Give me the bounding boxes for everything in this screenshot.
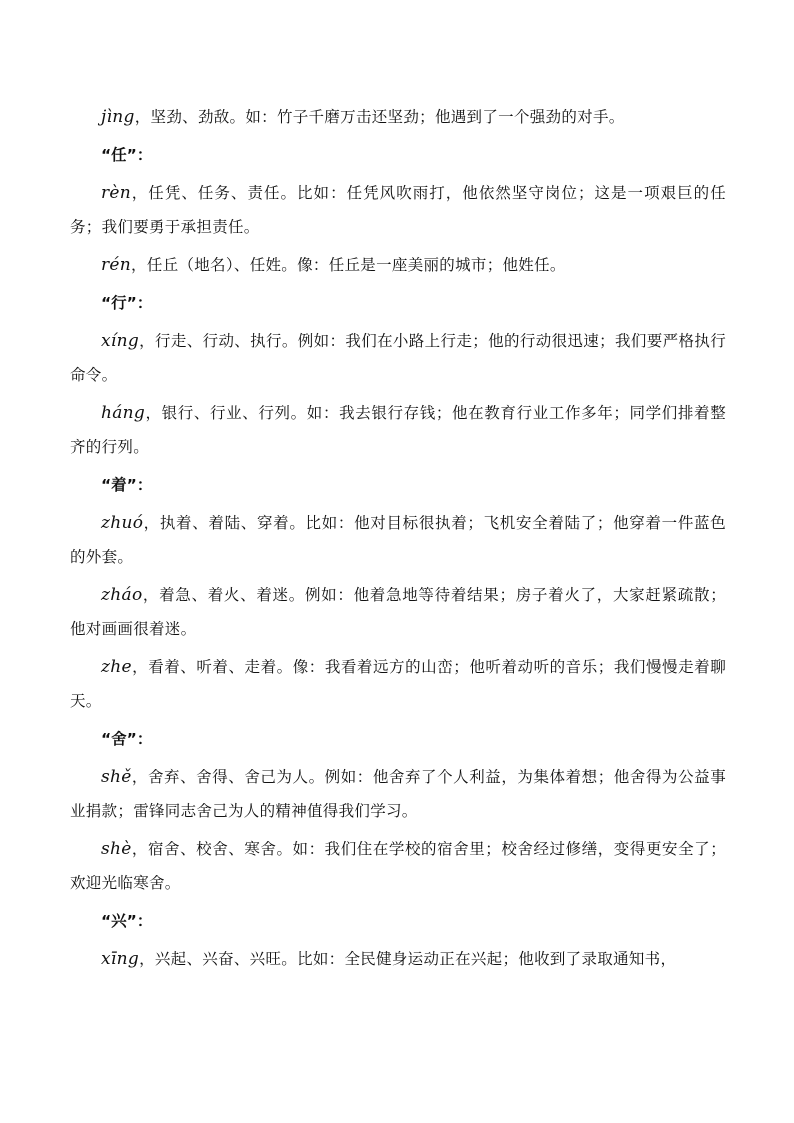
pinyin: xīng — [101, 949, 140, 969]
pinyin: shè — [101, 839, 132, 859]
entry-text: ，舍弃、舍得、舍己为人。例如：他舍弃了个人利益，为集体着想；他舍得为公益事业捐款；雷锋同志舍己为人的精神值得我们学习。 — [70, 768, 726, 820]
pinyin: rén — [101, 255, 132, 275]
pinyin: shě — [101, 767, 132, 787]
entry-text: ，着急、着火、着迷。例如：他着急地等待着结果；房子着火了，大家赶紧疏散；他对画画很着迷。 — [70, 586, 726, 638]
entry-text: ，宿舍、校舍、寒舍。如：我们住在学校的宿舍里；校舍经过修缮，变得更安全了；欢迎光临寒舍。 — [70, 840, 726, 892]
entry-zhe — [70, 650, 726, 718]
entry-she-3 — [70, 760, 726, 828]
pinyin: rèn — [101, 183, 132, 203]
pinyin: jìng — [101, 107, 135, 127]
entry-jing — [70, 100, 726, 134]
entry-text: ，坚劲、劲敌。如：竹子千磨万击还坚劲；他遇到了一个强劲的对手。 — [134, 108, 625, 126]
heading-xing: “行”： — [101, 294, 153, 312]
entry-text: ，行走、行动、执行。例如：我们在小路上行走；他的行动很迅速；我们要严格执行命令。 — [70, 332, 726, 384]
entry-zhao — [70, 578, 726, 646]
entry-zhuo — [70, 506, 726, 574]
heading-zhe: “着”： — [101, 476, 153, 494]
entry-text: ，任凭、任务、责任。比如：任凭风吹雨打，他依然坚守岗位；这是一项艰巨的任务；我们要勇于承担责任。 — [70, 184, 726, 236]
entry-hang — [70, 396, 726, 464]
entry-ren-4 — [70, 176, 726, 244]
entry-ren-2 — [70, 248, 726, 282]
document-body — [70, 100, 726, 980]
heading-xing-2: “兴”： — [101, 912, 153, 930]
pinyin: xíng — [101, 331, 140, 351]
entry-text: ，银行、行业、行列。如：我去银行存钱；他在教育行业工作多年；同学们排着整齐的行列。 — [70, 404, 726, 456]
entry-text: ，任丘（地名）、任姓。像：任丘是一座美丽的城市；他姓任。 — [131, 256, 566, 274]
pinyin: zhuó — [101, 513, 144, 533]
heading-she: “舍”： — [101, 730, 153, 748]
entry-text: ，执着、着陆、穿着。比如：他对目标很执着；飞机安全着陆了；他穿着一件蓝色的外套。 — [70, 514, 726, 566]
entry-she-4 — [70, 832, 726, 900]
entry-xing-1 — [70, 942, 726, 976]
entry-text: ，看着、听着、走着。像：我看着远方的山峦；他听着动听的音乐；我们慢慢走着聊天。 — [70, 658, 726, 710]
entry-xing — [70, 324, 726, 392]
pinyin: háng — [101, 403, 146, 423]
pinyin: zhe — [101, 657, 132, 677]
heading-ren: “任”： — [101, 146, 153, 164]
entry-text: ，兴起、兴奋、兴旺。比如：全民健身运动正在兴起；他收到了录取通知书， — [139, 950, 677, 968]
pinyin: zháo — [101, 585, 143, 605]
